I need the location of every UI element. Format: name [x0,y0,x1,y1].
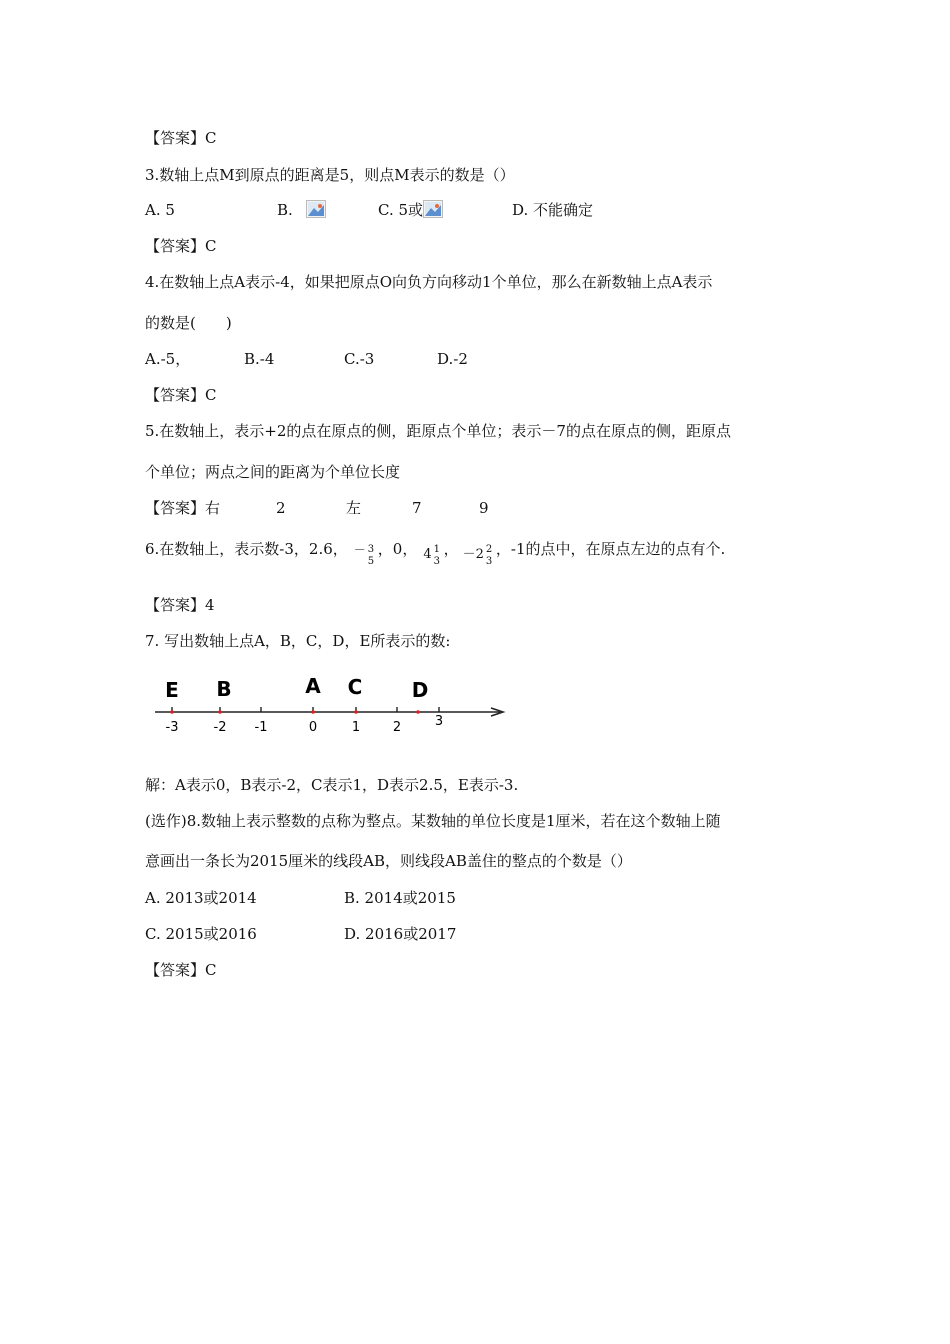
tick-label: 1 [351,720,361,735]
broken-image-icon [423,200,443,218]
question-5-line-1: 5.在数轴上，表示+2的点在原点的侧，距原点个单位；表示－7的点在原点的侧，距原点 [145,422,731,440]
fraction-denominator: 5 [367,556,375,567]
q4-option-a: A.-5， [145,350,191,368]
mixed-number-whole: －2 [462,547,484,562]
minus-sign: － [353,543,366,557]
fraction-3-5 [366,540,378,567]
answer-line: 【答案】C [145,237,217,255]
question-5-line-2: 个单位；两点之间的距离为个单位长度 [145,463,401,481]
q3-option-a: A. 5 [145,201,175,219]
q8-option-d: D. 2016或2017 [344,925,457,943]
fraction-numerator: 3 [367,544,375,555]
point-label: C [347,675,363,699]
fraction-1-3 [432,540,444,567]
point-label: E [165,678,179,702]
question-6-text: ，-1的点中，在原点左边的点有个. [495,540,726,558]
question-3: 3.数轴上点M到原点的距离是5，则点M表示的数是（） [145,166,515,184]
answer-5-value: 2 [276,499,286,517]
fraction-denominator: 3 [485,556,493,567]
tick-label: 3 [434,714,444,729]
question-6-text: ，0， [377,540,418,558]
q3-option-d: D. 不能确定 [512,201,594,219]
point-label: A [305,674,321,698]
question-8-line-1: (选作)8.数轴上表示整数的点称为整点。某数轴的单位长度是1厘米，若在这个数轴上随 [145,812,721,830]
question-6 [145,537,725,567]
question-8-line-2: 意画出一条长为2015厘米的线段AB，则线段AB盖住的整点的个数是（） [145,852,632,870]
question-4-line-1: 4.在数轴上点A表示-4，如果把原点O向负方向移动1个单位，那么在新数轴上点A表示 [145,273,713,291]
tick-label: 0 [308,720,318,735]
q3-option-b-label: B. [277,201,293,219]
question-6-text: ， [443,540,459,558]
question-7: 7. 写出数轴上点A，B，C，D，E所表示的数: [145,632,451,650]
q3-option-c [378,200,443,220]
answer-line: 【答案】C [145,129,217,147]
answer-line: 【答案】C [145,961,217,979]
answer-line: 【答案】C [145,386,217,404]
answer-5-value: 左 [346,499,362,517]
answer-5-value: 7 [412,499,422,517]
q8-option-b: B. 2014或2015 [344,889,456,907]
fraction-2-3 [484,540,496,567]
number-line-point [170,710,174,714]
broken-image-icon [306,200,326,218]
number-line-point [416,710,420,714]
q4-option-b: B.-4 [244,350,275,368]
answer-5-label: 【答案】右 [145,499,221,517]
question-6-text: 6.在数轴上，表示数-3，2.6， [145,540,348,558]
point-label: D [411,678,429,702]
number-line-svg [145,668,515,740]
q4-option-d: D.-2 [437,350,468,368]
point-label: B [216,677,232,701]
question-4-line-2: 的数是( ) [145,314,232,332]
number-line-figure [145,668,515,740]
tick-label: -3 [165,720,179,735]
q8-option-c: C. 2015或2016 [145,925,257,943]
tick-label: -2 [213,720,227,735]
q8-option-a: A. 2013或2014 [145,889,257,907]
mixed-number-whole: 4 [423,547,432,562]
answer-5-value: 9 [479,499,489,517]
q3-option-b [277,200,326,220]
fraction-numerator: 1 [433,544,440,555]
q3-option-c-label: C. 5或 [378,201,424,219]
number-line-point [354,710,358,714]
number-line-point [218,710,222,714]
answer-line: 【答案】4 [145,596,215,614]
solution-7: 解：A表示0，B表示-2，C表示1，D表示2.5，E表示-3. [145,776,519,794]
fraction-numerator: 2 [485,544,493,555]
tick-label: -1 [254,720,268,735]
number-line-point [311,710,315,714]
fraction-denominator: 3 [433,556,440,567]
q4-option-c: C.-3 [344,350,375,368]
tick-label: 2 [392,720,402,735]
